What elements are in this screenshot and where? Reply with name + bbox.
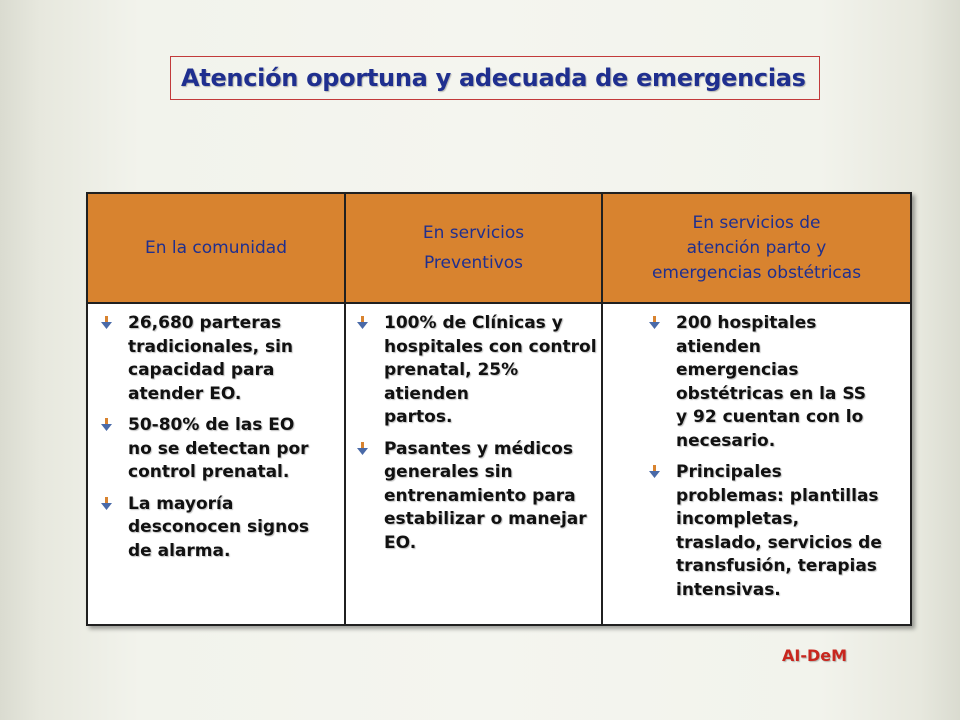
list-item-line: atienden [676,336,761,357]
list-item-line: incompletas, [676,509,800,529]
header-line: Preventivos [423,253,524,273]
list-item-line: 200 hospitales [676,313,817,333]
list-item-line: 50-80% de las EO [128,415,295,435]
list-item-line: prenatal, 25% atienden [384,360,519,404]
list-item-line: problemas: plantillas [676,485,879,506]
bullet-arrow-icon [100,316,114,330]
list-item-line: generales sin [384,462,513,482]
bullet-arrow-icon [648,465,662,479]
header-cell-preventivos [346,194,601,302]
list-item-line: necesario. [676,430,776,451]
list-item-line: La mayoría [128,493,234,514]
list-item [648,312,910,453]
list-item-line: intensivas. [676,579,781,600]
list-item-line: EO. [384,532,417,553]
list-item-line: traslado, servicios de [676,532,882,553]
list-item-line: entrenamiento para [384,485,576,506]
list-item [100,414,340,485]
bullet-arrow-icon [100,418,114,432]
bullet-arrow-icon [100,497,114,511]
list-item-line: emergencias [676,360,799,380]
list-item-line: 26,680 parteras [128,313,282,333]
header-line: En servicios [422,223,525,243]
list-item-line: hospitales con control [384,336,597,357]
list-item [100,312,340,406]
header-cell-comunidad [88,194,344,302]
footer-credit: AI-DeM [782,646,848,665]
list-item [356,312,598,430]
body-cell-comunidad [100,312,340,571]
list-item-line: tradicionales, sin [128,336,294,357]
list-item-line: no se detectan por [128,438,309,459]
list-item-line: partos. [384,407,453,427]
list-item-line: de alarma. [128,540,231,561]
header-line: atención parto y [686,237,827,258]
header-line: emergencias obstétricas [651,262,862,283]
bullet-arrow-icon [356,442,370,456]
body-cell-emergencias [648,312,910,610]
list-item-line: 100% de Clínicas y [384,313,563,333]
header-cell-emergencias [603,194,910,302]
bullet-arrow-icon [648,316,662,330]
list-item-line: obstétricas en la SS [676,383,867,404]
bullet-arrow-icon [356,316,370,330]
list-item-line: estabilizar o manejar [384,509,587,529]
list-item-line: capacidad para [128,360,275,380]
list-item-line: Principales [676,462,782,482]
list-item [100,493,340,564]
list-item [356,438,598,556]
list-item-line: desconocen signos [128,517,309,537]
header-line: En servicios de [692,212,821,233]
body-cell-preventivos [356,312,598,563]
title-box [170,56,820,100]
info-table [86,192,912,626]
list-item-line: transfusión, terapias [676,556,877,576]
list-item-line: Pasantes y médicos [384,438,573,459]
list-item-line: atender EO. [128,383,242,404]
list-item-line: y 92 cuentan con lo [676,407,864,427]
list-item-line: control prenatal. [128,462,290,482]
page-title: Atención oportuna y adecuada de emergencias [181,64,806,92]
header-line: En la comunidad [144,237,288,258]
list-item [648,461,910,602]
